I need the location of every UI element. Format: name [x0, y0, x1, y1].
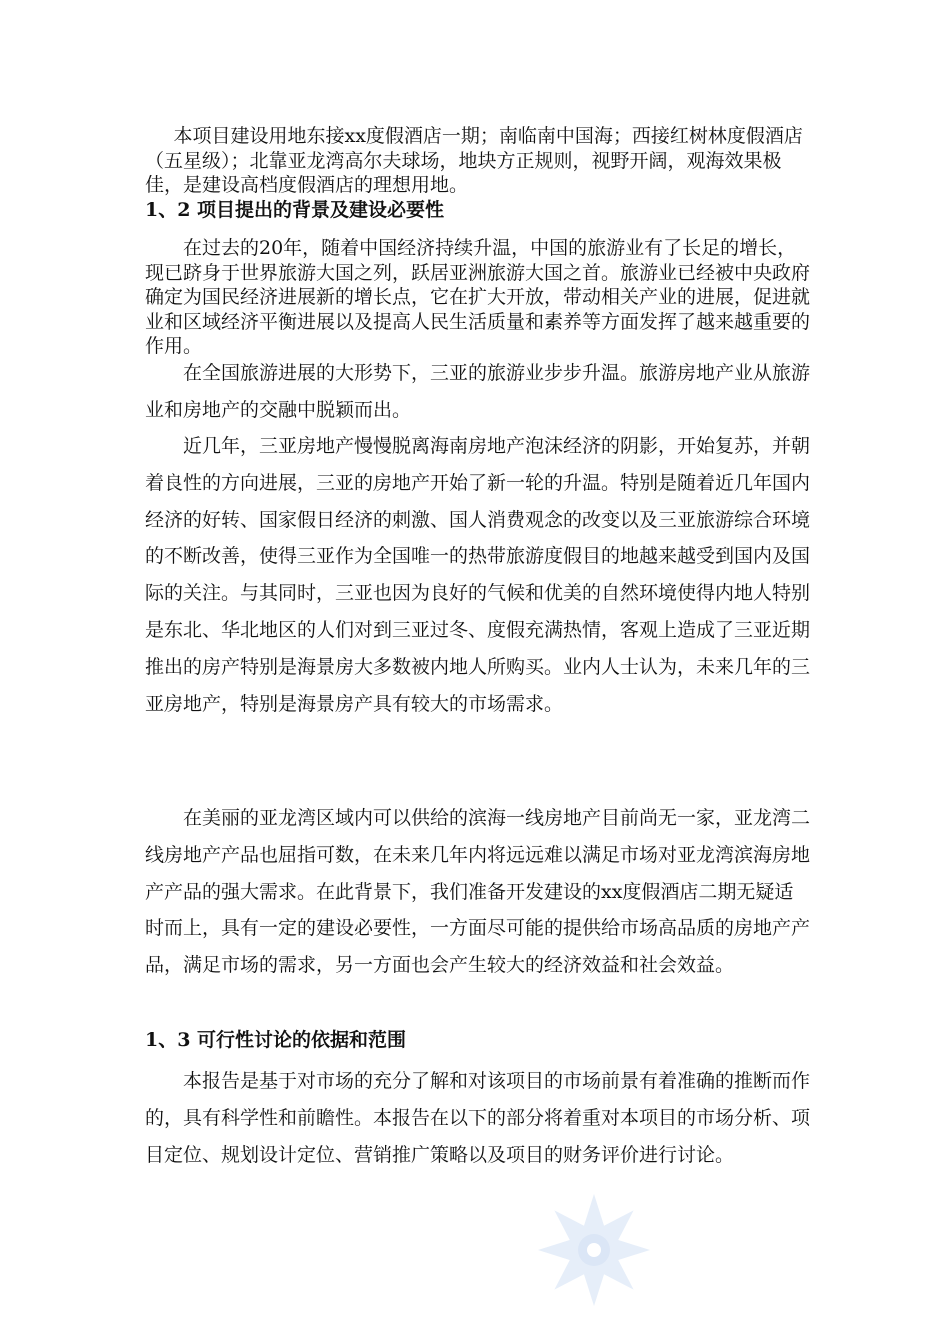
- section-heading-1-3: 1、3 可行性讨论的依据和范围: [145, 1029, 407, 1051]
- paragraph-yalong-bay-demand: 在美丽的亚龙湾区域内可以供给的滨海一线房地产目前尚无一家，亚龙湾二线房地产产品也屈指可数，在未来几年内将远远难以满足市场对亚龙湾滨海房地产产品的强大需求。在此背景下，我们准备开发建设的xx度假酒店二期无疑适时而上，具有一定的建设必要性，一方面尽可能的提供给市场高品质的房地产产品，满足市场的需求，另一方面也会产生较大的经济效益和社会效益。: [145, 807, 811, 977]
- paragraph-sanya-market: 近几年，三亚房地产慢慢脱离海南房地产泡沫经济的阴影，开始复苏，并朝着良性的方向进展，三亚的房地产开始了新一轮的升温。特别是随着近几年国内经济的好转、国家假日经济的刺激、国人消费观念的改变以及三亚旅游综合环境的不断改善，使得三亚作为全国唯一的热带旅游度假目的地越来越受到国内及国际的关注。与其同时，三亚也因为良好的气候和优美的自然环境使得内地人特别是东北、华北地区的人们对到三亚过冬、度假充满热情，客观上造成了三亚近期推出的房产特别是海景房大多数被内地人所购买。业内人士认为，未来几年的三亚房地产，特别是海景房产具有较大的市场需求。: [145, 435, 811, 715]
- snowflake-watermark-icon: [532, 1188, 656, 1312]
- section-heading-1-2: 1、2 项目提出的背景及建设必要性: [145, 199, 445, 221]
- paragraph-tourism-growth: 在过去的20年，随着中国经济持续升温，中国的旅游业有了长足的增长，现已跻身于世界旅游大国之列，跃居亚洲旅游大国之首。旅游业已经被中央政府确定为国民经济进展新的增长点，它在扩大开放，带动相关产业的进展，促进就业和区域经济平衡进展以及提高人民生活质量和素养等方面发挥了越来越重要的作用。: [145, 237, 811, 357]
- paragraph-tourism-realestate: 在全国旅游进展的大形势下，三亚的旅游业步步升温。旅游房地产业从旅游业和房地产的交融中脱颖而出。: [145, 362, 811, 421]
- paragraph-site-location: 本项目建设用地东接xx度假酒店一期；南临南中国海；西接红树林度假酒店（五星级）；北靠亚龙湾高尔夫球场，地块方正规则，视野开阔，观海效果极佳，是建设高档度假酒店的理想用地。: [145, 125, 803, 196]
- paragraph-report-scope: 本报告是基于对市场的充分了解和对该项目的市场前景有着准确的推断而作的，具有科学性和前瞻性。本报告在以下的部分将着重对本项目的市场分析、项目定位、规划设计定位、营销推广策略以及项目的财务评价进行讨论。: [145, 1070, 811, 1166]
